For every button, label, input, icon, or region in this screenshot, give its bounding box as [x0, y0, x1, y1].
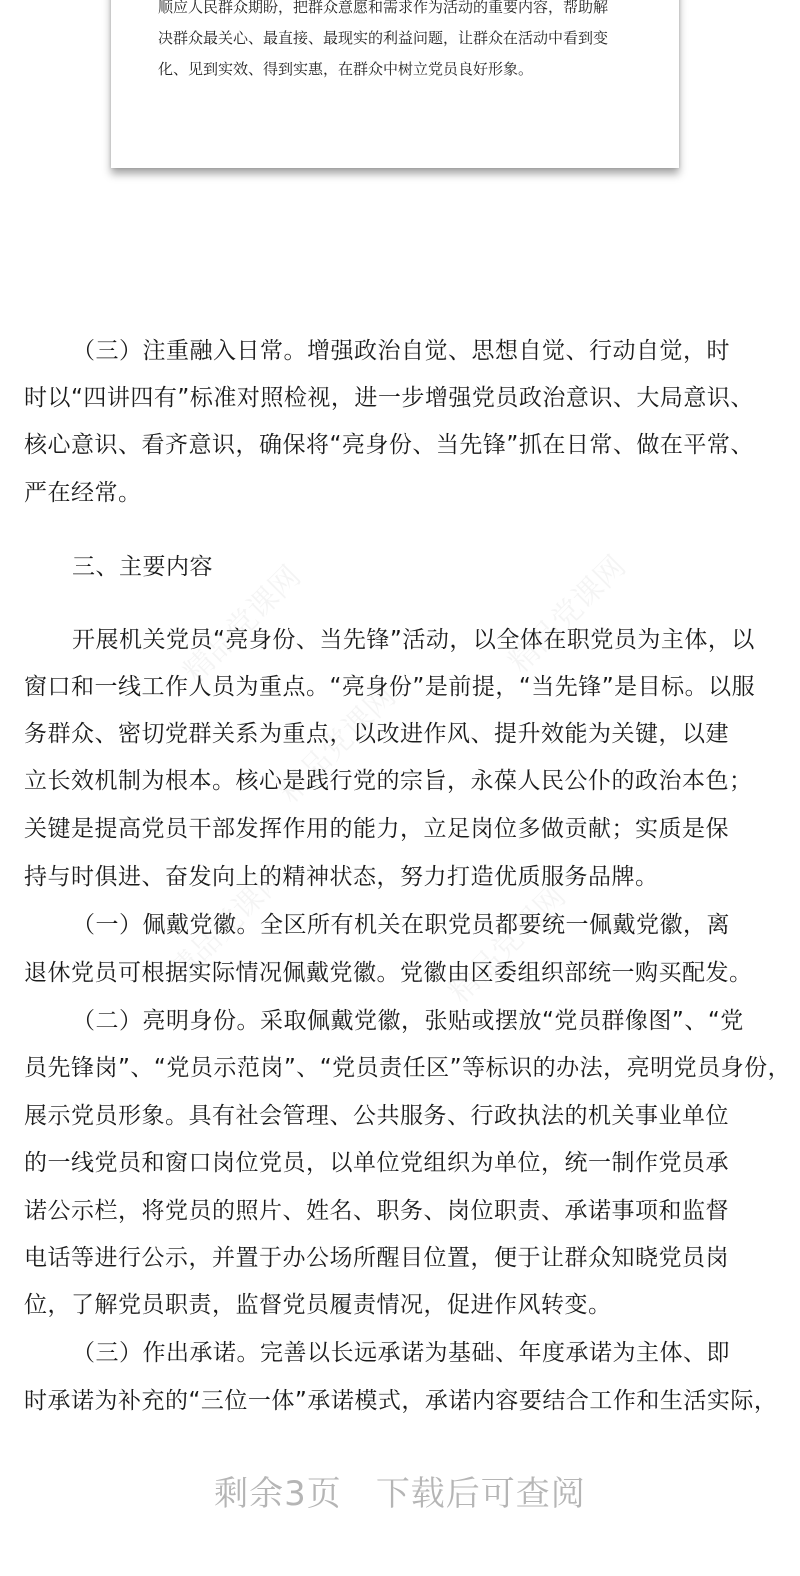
paragraph-line: 立长效机制为根本。核心是践行党的宗旨，永葆人民公仆的政治本色； — [24, 768, 753, 794]
preview-line: 化、见到实效、得到实惠，在群众中树立党员良好形象。 — [158, 60, 534, 78]
section-heading: 三、主要内容 — [72, 554, 213, 580]
paragraph-line: 展示党员形象。具有社会管理、公共服务、行政执法的机关事业单位 — [24, 1103, 729, 1129]
paragraph-line: （三）作出承诺。完善以长远承诺为基础、年度承诺为主体、即 — [72, 1340, 730, 1366]
paragraph-line: 时承诺为补充的“三位一体”承诺模式，承诺内容要结合工作和生活实际， — [24, 1388, 778, 1414]
paragraph-line: 持与时俱进、奋发向上的精神状态，努力打造优质服务品牌。 — [24, 864, 659, 890]
preview-card — [111, 0, 679, 168]
paragraph-line: 开展机关党员“亮身份、当先锋”活动，以全体在职党员为主体，以 — [72, 627, 755, 653]
paragraph-line: 窗口和一线工作人员为重点。“亮身份”是前提，“当先锋”是目标。以服 — [24, 674, 756, 700]
paragraph-line: （二）亮明身份。采取佩戴党徽，张贴或摆放“党员群像图”、“党 — [72, 1008, 744, 1034]
paragraph-line: 核心意识、看齐意识，确保将“亮身份、当先锋”抓在日常、做在平常、 — [24, 432, 754, 458]
paragraph-line: 退休党员可根据实际情况佩戴党徽。党徽由区委组织部统一购买配发。 — [24, 960, 753, 986]
paragraph-line: 诺公示栏，将党员的照片、姓名、职务、岗位职责、承诺事项和监督 — [24, 1198, 729, 1224]
remaining-pages-label: 剩余3页 — [214, 1474, 342, 1514]
paragraph-line: 务群众、密切党群关系为重点，以改进作风、提升效能为关键，以建 — [24, 721, 729, 747]
paragraph-line: （三）注重融入日常。增强政治自觉、思想自觉、行动自觉，时 — [72, 338, 730, 364]
paragraph-line: （一）佩戴党徽。全区所有机关在职党员都要统一佩戴党徽，离 — [72, 912, 730, 938]
watermark — [436, 873, 573, 1010]
paragraph-line: 严在经常。 — [24, 480, 142, 506]
paragraph-line: 的一线党员和窗口岗位党员，以单位党组织为单位，统一制作党员承 — [24, 1150, 729, 1176]
paragraph-line: 电话等进行公示，并置于办公场所醒目位置，便于让群众知晓党员岗 — [24, 1245, 729, 1271]
preview-line: 顺应人民群众期盼，把群众意愿和需求作为活动的重要内容，帮助解 — [158, 0, 609, 16]
paragraph-line: 位，了解党员职责，监督党员履责情况，促进作风转变。 — [24, 1292, 612, 1318]
preview-text — [158, 0, 648, 85]
preview-line: 决群众最关心、最直接、最现实的利益问题，让群众在活动中看到变 — [158, 29, 609, 47]
paragraph-line: 员先锋岗”、“党员示范岗”、“党员责任区”等标识的办法，亮明党员身份， — [24, 1055, 792, 1081]
paragraph-line: 时以“四讲四有”标准对照检视，进一步增强党员政治意识、大局意识、 — [24, 385, 754, 411]
download-hint-label: 下载后可查阅 — [375, 1474, 586, 1514]
download-prompt[interactable] — [0, 1466, 800, 1515]
paragraph-line: 关键是提高党员干部发挥作用的能力，立足岗位多做贡献；实质是保 — [24, 816, 729, 842]
watermark — [496, 543, 633, 680]
